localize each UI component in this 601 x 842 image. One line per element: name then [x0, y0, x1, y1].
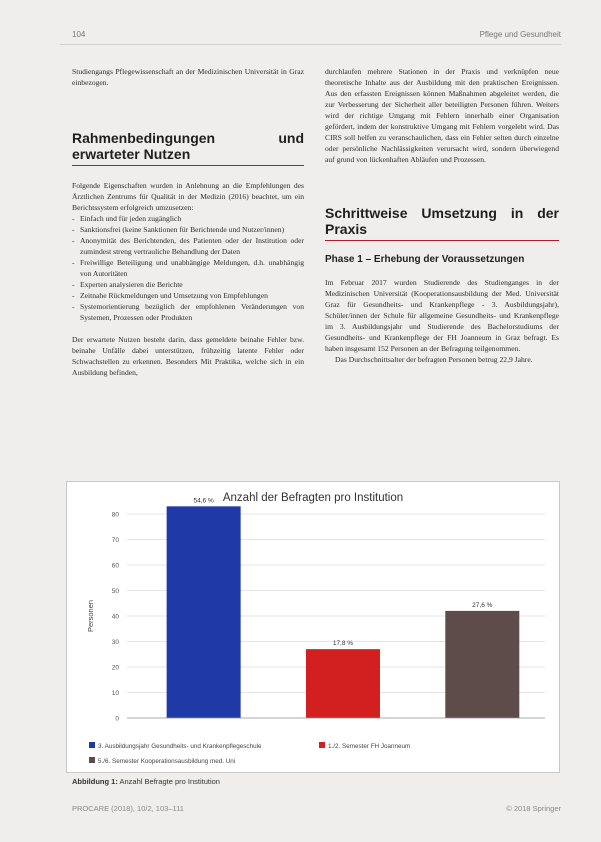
- bar-1: [167, 506, 241, 718]
- chart-svg: [67, 482, 559, 772]
- y-tick-label: 30: [111, 639, 119, 646]
- legend-label: 3. Ausbildungsjahr Gesundheits- und Krankenpflegeschule: [98, 743, 262, 750]
- y-tick-label: 60: [111, 562, 119, 570]
- y-tick-label: 10: [111, 690, 119, 697]
- y-tick-label: 40: [111, 613, 119, 621]
- y-tick-label: 50: [111, 588, 119, 595]
- right-column: [325, 66, 559, 365]
- bullet-list: [72, 213, 304, 323]
- bullet-item: - Einfach und für jeden zugänglich: [72, 213, 304, 224]
- bar-data-label: 27,6 %: [472, 601, 493, 609]
- bar-2: [306, 649, 380, 718]
- bullet-item: - Systemorientierung bezüglich der empfohlenen Veränderungen von Systemen, Prozessen oder Produkten: [72, 301, 304, 323]
- bar-data-label: 17,8 %: [332, 640, 354, 648]
- section-heading-rahmenbedingungen: Rahmenbedingungen und erwarteter Nutzen: [72, 130, 304, 166]
- right-top-text: durchlaufen mehrere Stationen in der Praxis und verknüpfen neue theoretische Inhalte aus der Ausbildung mit den praktischen Ereignissen. Aus den erfassten Ereignissen können Maßnahmen abgeleitet werden, die zur Verbesserung der Sicherheit aller beteiligten Personen führen. Weiters wird der richtige Umgang mit Fehlern innerhalb einer Organisation gefördert, indem der konstruktive Umgang mit Fehlern vorgelebt wird. Das CIRS soll helfen zu veranschaulichen, dass ein Fehler selten durch einzelne oder persönliche Nachlässigkeiten verursacht wird, sondern überwiegend auf grund von lückenhaften Abläufen und Prozessen.: [325, 67, 559, 164]
- bullet-item: - Experten analysieren die Berichte: [72, 279, 304, 290]
- legend-swatch: [89, 757, 95, 763]
- bullet-item: - Anonymität des Berichtenden, des Patienten oder der Institution oder zumindest streng vertrauliche Behandlung der Daten: [72, 235, 304, 257]
- footer-copyright: © 2018 Springer: [506, 804, 561, 813]
- age-paragraph: Das Durchschnittsalter der befragten Personen betrug 22,9 Jahre.: [335, 355, 533, 364]
- y-tick-label: 0: [115, 715, 119, 723]
- header-rule: [60, 44, 561, 45]
- bullet-item: - Freiwillige Beteiligung und unabhängige Meldungen, d.h. unabhängig von Autoritäten: [72, 257, 304, 279]
- legend-label: 1./2. Semester FH Joanneum: [328, 743, 411, 750]
- caption-label: Abbildung 1:: [72, 777, 118, 786]
- y-tick-label: 70: [111, 537, 119, 544]
- y-axis-label: Personen: [86, 599, 95, 633]
- chart-title: Anzahl der Befragten pro Institution: [222, 492, 404, 504]
- section-heading-umsetzung: Schrittweise Umsetzung in der Praxis: [325, 205, 559, 241]
- closing-paragraph: Der erwartete Nutzen besteht darin, dass gemeldete beinahe Fehler bzw. beinahe Unfälle dabei unterstützen, frühzeitig latente Fehler oder Schwachstellen zu erkennen. Besonders Mit Praktika, welche sich in ein Ausbildung befinden,: [72, 335, 304, 377]
- phase-subheading: Phase 1 – Erhebung der Voraussetzungen: [325, 254, 525, 265]
- bar-data-label: 54,6 %: [193, 497, 214, 505]
- bullet-item: - Zeitnahe Rückmeldungen und Umsetzung von Empfehlungen: [72, 290, 304, 301]
- bar-chart: [66, 481, 560, 773]
- legend-swatch: [89, 742, 95, 748]
- legend-label: 5./6. Semester Kooperationsausbildung med. Uni: [98, 758, 236, 765]
- figure-caption: [72, 777, 220, 786]
- body-paragraph: Folgende Eigenschaften wurden in Anlehnung an die Empfehlungen des Ärztlichen Zentrums für Qualität in der Medizin (2016) beachtet, um ein Berichtssystem erfolgreich umzusetzen:: [72, 181, 304, 212]
- intro-text: Studiengangs Pflegewissenschaft an der Medizinischen Universität in Graz einbezogen.: [72, 67, 304, 87]
- bar-3: [445, 611, 519, 718]
- y-tick-label: 20: [111, 664, 119, 672]
- left-column: [72, 66, 304, 378]
- bullet-item: - Sanktionsfrei (keine Sanktionen für Berichtende und Nutzer/innen): [72, 224, 304, 235]
- y-tick-label: 80: [111, 511, 119, 519]
- legend-swatch: [319, 742, 325, 748]
- phase-paragraph: Im Februar 2017 wurden Studierende des Studienganges in der Medizinischen Universität (Kooperationsausbildung der Med. Universität Graz für Gesundheits- und Krankenpflege - 3. Ausbildungsjahr), Schüler/innen der Schule für allgemeine Gesundheits- und Krankenpflege im 3. Ausbildungsjahr und Studierende des Bachelorstudiums der Gesundheits- und Krankenpflege der FH Joanneum in Graz befragt. Es haben insgesamt 152 Personen an der Befragung teilgenommen.: [325, 278, 559, 353]
- caption-text: Anzahl Befragte pro Institution: [119, 777, 220, 786]
- footer-citation: PROCARE (2018), 10/2, 103–111: [72, 804, 184, 813]
- page-header: [72, 30, 561, 42]
- page-number: 104: [72, 30, 86, 39]
- section-title: Pflege und Gesundheit: [479, 30, 561, 39]
